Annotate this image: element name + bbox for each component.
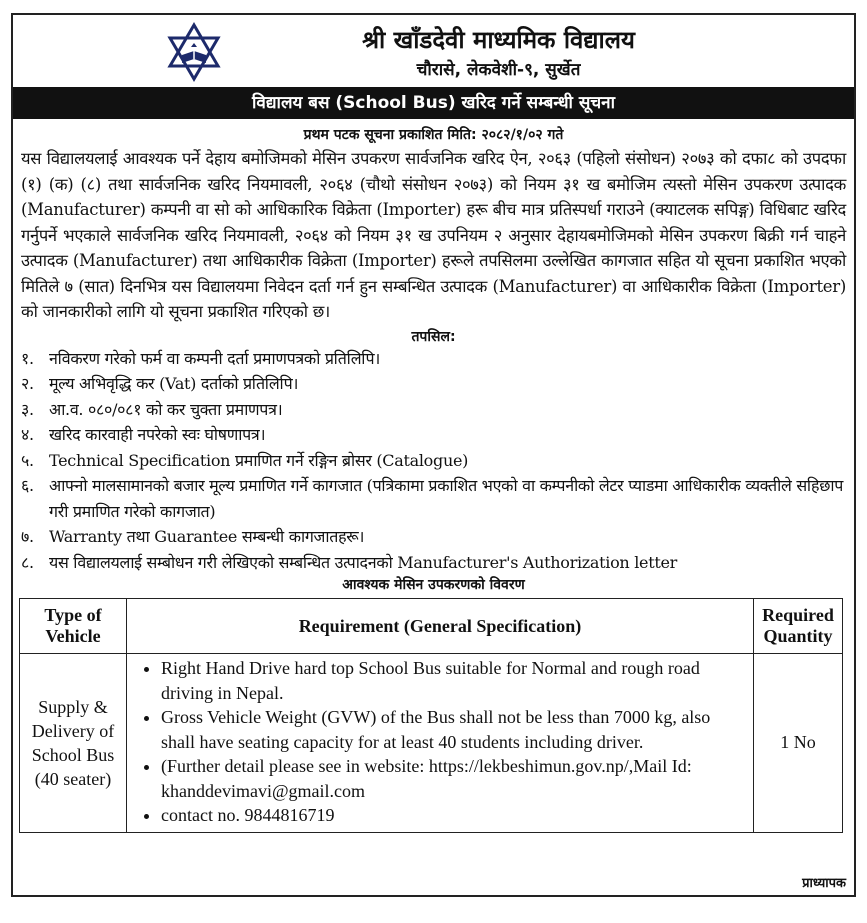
- requirement-item: • Gross Vehicle Weight (GVW) of the Bus shall not be less than 7000 kg, also shall have seating capacity for at least 40 students including driver.: [161, 705, 747, 754]
- list-item: ५. Technical Specification प्रमाणित गर्ने रङ्गिन ब्रोसर (Catalogue): [21, 450, 469, 470]
- list-item: ३. आ.व. ०८०/०८१ को कर चुक्ता प्रमाणपत्र।: [21, 399, 283, 419]
- publication-date: प्रथम पटक सूचना प्रकाशित मिति: २०८२/१/०२ गते: [303, 127, 564, 143]
- notice-page: [11, 13, 856, 897]
- header-requirement: Requirement (General Specification): [127, 599, 754, 654]
- header: [13, 15, 854, 87]
- school-address: चौरासे, लेकवेशी-९, सुर्खेत: [416, 60, 581, 80]
- list-item: १. नविकरण गरेको फर्म वा कम्पनी दर्ता प्रमाणपत्रको प्रतिलिपि।: [21, 348, 381, 368]
- header-quantity: Required Quantity: [754, 599, 843, 654]
- requirement-item: • contact no. 9844816719: [161, 803, 747, 828]
- list-item: ६. आफ्नो मालसामानको बजार मूल्य प्रमाणित गर्ने कागजात (पत्रिकामा प्रकाशित भएको वा कम्पनीको लेटर प्याडमा आधिकारीक व्यक्तीले सहिछाप गरी प्रमाणित गरेको कागजात): [21, 476, 844, 521]
- header-type: Type of Vehicle: [20, 599, 127, 654]
- specification-table: [19, 598, 843, 833]
- details-title: तपसिल:: [411, 328, 456, 345]
- vehicle-type-cell: Supply & Delivery of School Bus (40 seater): [20, 654, 127, 833]
- requirement-cell: [127, 654, 754, 833]
- list-item: ४. खरिद कारवाही नपरेको स्वः घोषणापत्र।: [21, 425, 266, 444]
- requirement-item: • (Further detail please see in website: https://lekbeshimun.gov.np/,Mail Id: khanddevimavi@gmail.com: [161, 754, 747, 803]
- list-item: ७. Warranty तथा Guarantee सम्बन्धी कागजातहरू।: [21, 527, 365, 546]
- list-item: ८. यस विद्यालयलाई सम्बोधन गरी लेखिएको सम्बन्धित उत्पादनको Manufacturer's Authorization letter: [21, 552, 677, 572]
- requirements-list: [13, 346, 854, 576]
- signature-label: प्राध्यापक: [802, 876, 846, 891]
- requirement-item: • Right Hand Drive hard top School Bus suitable for Normal and rough road driving in Nepal.: [161, 656, 747, 705]
- list-item: २. मूल्य अभिवृद्धि कर (Vat) दर्ताको प्रतिलिपि।: [21, 374, 299, 393]
- table-row: [20, 654, 843, 833]
- table-title: आवश्यक मेसिन उपकरणको विवरण: [342, 577, 525, 593]
- notice-banner: विद्यालय बस (School Bus) खरिद गर्ने सम्बन्धी सूचना: [13, 87, 854, 119]
- notice-body: यस विद्यालयलाई आवश्यक पर्ने देहाय बमोजिमको मेसिन उपकरण सार्वजनिक खरिद ऐन, २०६३ (पहिलो संसोधन) २०७३ को दफा८ को उपदफा (१) (क) (८) तथा सार्वजनिक खरिद नियमावली, २०६४ (चौथो संसोधन २०७३) को नियम ३१ ख बमोजिम त्यस्तो मेसिन उपकरण उत्पादक (Manufacturer) कम्पनी वा सो को आधिकारिक विक्रेता (Importer) हरू बीच मात्र प्रतिस्पर्धा गराउने (क्याटलक सपिङ्ग) विधिबाट खरिद गर्नुपर्ने भएकाले सार्वजनिक खरिद नियमावली, २०६४ को नियम ३१ ख उपनियम २ अनुसार देहायबमोजिमको मेसिन उपकरण बिक्री गर्न चाहने उत्पादक (Manufacturer) तथा आधिकारीक विक्रेता (Importer) हरूले तपसिलमा उल्लेखित कागजात सहित यो सूचना प्रकाशित भएको मितिले ७ (सात) दिनभित्र यस विद्यालयमा निवेदन दर्ता गर्न हुन सम्बन्धित उत्पादक (Manufacturer) वा आधिकारीक विक्रेता (Importer) को जानकारीको लागि यो सूचना प्रकाशित गरिएको छ।: [21, 149, 846, 321]
- quantity-cell: 1 No: [754, 654, 843, 833]
- school-name: श्री खाँडदेवी माध्यमिक विद्यालय: [362, 26, 635, 54]
- table-header-row: [20, 599, 843, 654]
